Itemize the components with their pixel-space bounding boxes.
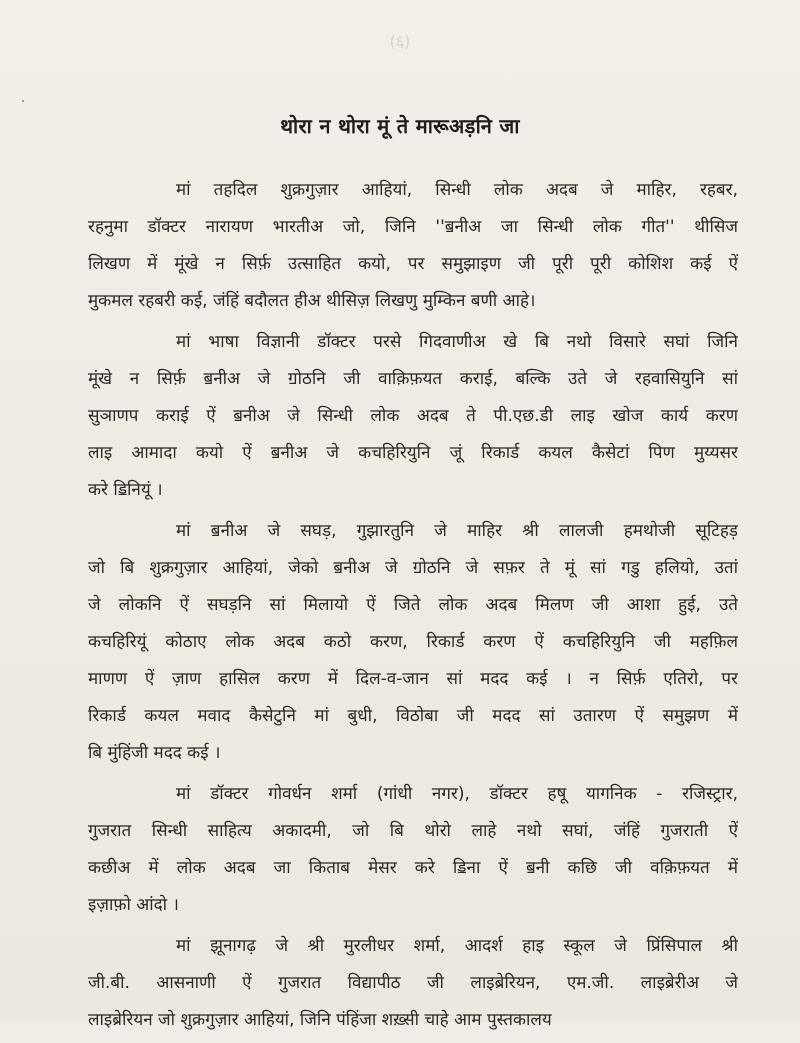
text-line: रहनुमा डॉक्टर नारायण भारतीअ जो, जिनि ''ॿनीअ जा सिन्धी लोक गीत'' थीसिज (88, 217, 738, 237)
text-line: लाइ आमादा कयो ऐं ॿनीअ जे कचहिरियुनि जूं रिकार्ड कयल कैसेटां पिण मुय्यसर (88, 443, 738, 463)
body-text (88, 172, 738, 1043)
paragraph-4 (88, 776, 738, 924)
text-line: कचहिरियूं कोठाए लोक अदब कठो करण, रिकार्ड करण ऐं कचहिरियुनि जी महफ़िल (88, 632, 738, 652)
text-line: सुञाणप कराई ऐं ॿनीअ जे सिन्धी लोक अदब ते पी.एछ.डी लाइ खोज कार्य करण (88, 406, 738, 426)
text-line: रिकार्ड कयल मवाद कैसेटुनि मां बुधी, विठोबा जी मदद सां उतारण ऐं समुझण में (88, 706, 738, 726)
paragraph-3 (88, 513, 738, 772)
page-number: (६) (389, 32, 411, 51)
text-line: मूंखे न सिर्फ़ ॿनीअ जे ॻोठनि जी वाक़िफ़यत कराई, बल्कि उते जे रहवासियुनि सां (88, 369, 738, 389)
text-line: मां ॿनीअ जे सघड़, गुझारतुनि जे माहिर श्री लालजी हमथोजी सूटिहड़ (176, 521, 738, 541)
text-line: बि मुंहिंजी मदद कई । (88, 743, 221, 763)
text-line: माणण ऐं ज़ाण हासिल करण में दिल-व-जान सां मदद कई । न सिर्फ़ एतिरो, पर (88, 669, 738, 689)
text-line: मां तहदिल शुक्रगुज़ार आहियां, सिन्धी लोक अदब जे माहिर, रहबर, (176, 180, 738, 200)
text-line: इज़ाफ़ो आंदो । (88, 895, 179, 915)
text-line: जो बि शुक्रगुज़ार आहियां, जेको ॿनीअ जे ॻोठनि जे सफ़र ते मूं सां गडु हलियो, उतां (88, 558, 738, 578)
paragraph-1 (88, 172, 738, 320)
page-title: थोरा न थोरा मूं ते मारूअड़नि जा (280, 114, 520, 138)
text-line: मां डॉक्टर गोवर्धन शर्मा (गांधी नगर), डॉक्टर हषू यागनिक - रजिस्ट्रार, (176, 784, 738, 804)
text-line: गुजरात सिन्धी साहित्य अकादमी, जो बि थोरो लाहे नथो सघां, जंहिं गुजराती ऐं (88, 821, 738, 841)
text-line: कछीअ में लोक अदब जा किताब मेसर करे ॾिना ऐं ॿनी कछि जी वक़िफ़यत में (88, 858, 738, 878)
paragraph-2 (88, 324, 738, 509)
text-line: लिखण में मूंखे न सिर्फ़ उत्साहित कयो, पर समुझाइण जी पूरी पूरी कोशिश कई ऐं (88, 254, 738, 274)
paragraph-5 (88, 928, 738, 1039)
text-line: लाइब्रेरियन जो शुक्रगुज़ार आहियां, जिनि पंहिंजा शख़्सी चाहे आम पुस्तकालय (88, 1010, 552, 1030)
text-line: मां भाषा विज्ञानी डॉक्टर परसे गिदवाणीअ खे बि नथो विसारे सघां जिनि (176, 332, 738, 352)
text-line: मां झूनागढ़ जे श्री मुरलीधर शर्मा, आदर्श हाइ स्कूल जे प्रिंसिपाल श्री (176, 936, 738, 956)
page-speck (22, 100, 24, 102)
text-line: करे ॾिनियूं । (88, 480, 163, 500)
text-line: मुकमल रहबरी कई, जंहिं बदौलत हीअ थीसिज़ लिखणु मुम्किन बणी आहे। (88, 291, 536, 311)
text-line: जी.बी. आसनाणी ऐं गुजरात विद्यापीठ जी लाइब्रेरियन, एम.जी. लाइब्रेरीअ जे (88, 973, 738, 993)
text-line: जे लोकनि ऐं सघड़नि सां मिलायो ऐं जिते लोक अदब मिलण जी आशा हुई, उते (88, 595, 738, 615)
